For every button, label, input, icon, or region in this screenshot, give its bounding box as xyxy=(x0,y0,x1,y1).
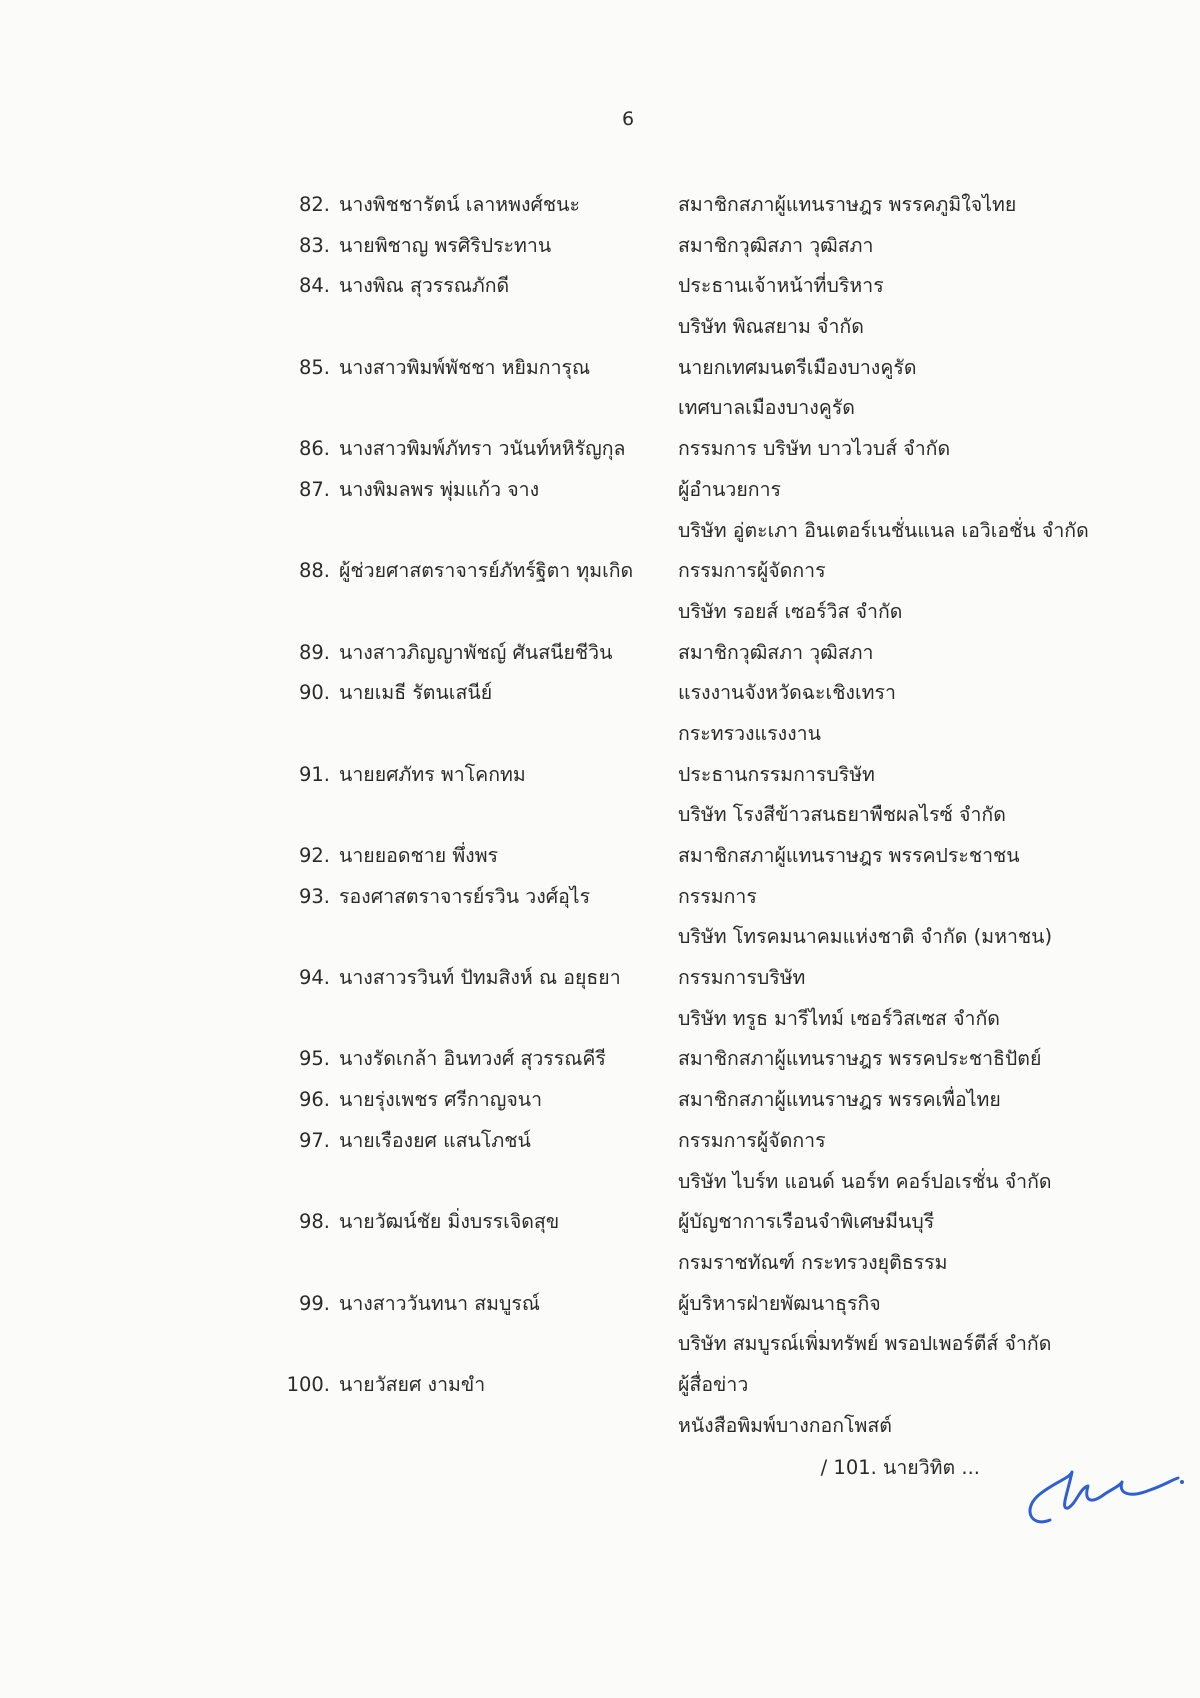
list-item xyxy=(0,673,1200,754)
entry-position-line: สมาชิกวุฒิสภา วุฒิสภา xyxy=(678,640,874,664)
entry-number: 85. xyxy=(298,355,330,379)
entry-person xyxy=(0,1202,660,1243)
entry-person xyxy=(0,551,660,592)
entry-number: 98. xyxy=(298,1210,330,1234)
entry-name: นางรัดเกล้า อินทวงศ์ สุวรรณคีรี xyxy=(339,1047,606,1071)
list-item xyxy=(0,1284,1200,1365)
entry-number: 96. xyxy=(298,1088,330,1112)
entry-name: ผู้ช่วยศาสตราจารย์ภัทร์ฐิตา ทุมเกิด xyxy=(339,559,634,583)
list-item xyxy=(0,348,1200,429)
entry-number: 93. xyxy=(298,884,330,908)
entry-name: นายวัสยศ งามขำ xyxy=(339,1372,486,1396)
signature-image xyxy=(1010,1448,1200,1528)
entry-person xyxy=(0,836,660,877)
entry-person xyxy=(0,429,660,470)
list-item xyxy=(0,1121,1200,1202)
entry-number: 100. xyxy=(286,1372,330,1396)
entry-name: นายเรืองยศ แสนโภชน์ xyxy=(339,1128,531,1152)
entry-position-line: ผู้อำนวยการ xyxy=(678,477,782,501)
list-item xyxy=(0,1039,1200,1080)
entry-name: นางพิชชารัตน์ เลาหพงศ์ชนะ xyxy=(339,193,580,216)
entry-position-line: กระทรวงแรงงาน xyxy=(678,721,821,745)
list-item xyxy=(0,877,1200,958)
entry-name: นางสาวพิมพ์ภัทรา วนันท์หหิรัญกุล xyxy=(339,437,626,461)
entry-position-line: เทศบาลเมืองบางคูรัด xyxy=(678,396,855,420)
entry-person xyxy=(0,877,660,918)
entry-position-line: กรรมการบริษัท xyxy=(678,966,806,990)
list-item xyxy=(0,633,1200,674)
list-item xyxy=(0,266,1200,347)
entry-number: 97. xyxy=(298,1128,330,1152)
entry-person xyxy=(0,755,660,796)
entry-number: 86. xyxy=(298,437,330,461)
entry-person xyxy=(0,958,660,999)
list-item xyxy=(0,429,1200,470)
entry-position-line: สมาชิกสภาผู้แทนราษฎร พรรคประชาชน xyxy=(678,844,1020,867)
entry-position-line: หนังสือพิมพ์บางกอกโพสต์ xyxy=(678,1413,892,1437)
entry-position-line: กรรมการผู้จัดการ xyxy=(678,559,826,583)
entry-position-line: บริษัท โทรคมนาคมแห่งชาติ จำกัด (มหาชน) xyxy=(678,925,1053,949)
entry-position-line: ผู้บัญชาการเรือนจำพิเศษมีนบุรี xyxy=(678,1210,935,1234)
entry-name: รองศาสตราจารย์รวิน วงศ์อุไร xyxy=(339,884,591,908)
entry-number: 89. xyxy=(298,640,330,664)
entry-name: นายยศภัทร พาโคกทม xyxy=(339,762,526,786)
entry-position-line: บริษัท ทรูธ มารีไทม์ เซอร์วิสเซส จำกัด xyxy=(678,1006,1000,1030)
list-item xyxy=(0,551,1200,632)
entry-number: 84. xyxy=(298,274,330,298)
entry-number: 82. xyxy=(298,193,330,216)
entry-person xyxy=(0,1365,660,1406)
list-item xyxy=(0,755,1200,836)
entry-name: นายเมธี รัตนเสนีย์ xyxy=(339,681,493,705)
entry-number: 99. xyxy=(298,1291,330,1315)
entry-position-line: บริษัท อู่ตะเภา อินเตอร์เนชั่นแนล เอวิเอชั่น จำกัด xyxy=(678,518,1089,542)
entry-person xyxy=(0,673,660,714)
entry-position-line: บริษัท โรงสีข้าวสนธยาพืชผลไรซ์ จำกัด xyxy=(678,803,1006,827)
entry-number: 83. xyxy=(298,233,330,257)
entry-position-line: ผู้สื่อข่าว xyxy=(678,1372,749,1396)
entry-person xyxy=(0,470,660,511)
list-item xyxy=(0,185,1200,226)
list-item xyxy=(0,470,1200,551)
entry-position-line: ผู้บริหารฝ่ายพัฒนาธุรกิจ xyxy=(678,1291,881,1315)
list-item xyxy=(0,1365,1200,1446)
entry-person xyxy=(0,633,660,674)
entry-name: นายวัฒน์ชัย มิ่งบรรเจิดสุข xyxy=(339,1210,560,1234)
list-item xyxy=(0,1202,1200,1283)
entry-position-line: บริษัท สมบูรณ์เพิ่มทรัพย์ พรอปเพอร์ตีส์ จำกัด xyxy=(678,1332,1052,1356)
entry-person xyxy=(0,1121,660,1162)
entry-person xyxy=(0,1284,660,1325)
page-number: 6 xyxy=(621,108,635,130)
entry-number: 88. xyxy=(298,559,330,583)
entry-name: นางสาววันทนา สมบูรณ์ xyxy=(339,1291,540,1315)
entry-number: 95. xyxy=(298,1047,330,1071)
list-item xyxy=(0,836,1200,877)
entry-number: 92. xyxy=(298,844,330,867)
continuation-note: / 101. นายวิทิต ... xyxy=(820,1456,980,1479)
entry-person xyxy=(0,185,660,226)
entry-position-line: กรรมการ บริษัท บาวไวบส์ จำกัด xyxy=(678,437,951,461)
entry-person xyxy=(0,226,660,267)
entry-person xyxy=(0,1039,660,1080)
entry-position-line: บริษัท รอยส์ เซอร์วิส จำกัด xyxy=(678,599,903,623)
entry-position-line: บริษัท ไบร์ท แอนด์ นอร์ท คอร์ปอเรชั่น จำกัด xyxy=(678,1169,1052,1193)
entry-position-line: ประธานเจ้าหน้าที่บริหาร xyxy=(678,274,884,298)
entry-name: นางสาวภิญญาพัชญ์ ศันสนียชีวิน xyxy=(339,640,613,664)
list-item xyxy=(0,226,1200,267)
entry-person xyxy=(0,266,660,307)
list-item xyxy=(0,1080,1200,1121)
entry-name: นายยอดชาย พึ่งพร xyxy=(339,844,499,867)
entry-position-line: กรรมการ xyxy=(678,884,757,908)
entry-person xyxy=(0,1080,660,1121)
entry-number: 90. xyxy=(298,681,330,705)
entry-name: นางสาวรวินท์ ปัทมสิงห์ ณ อยุธยา xyxy=(339,966,621,990)
entry-position-line: สมาชิกสภาผู้แทนราษฎร พรรคประชาธิปัตย์ xyxy=(678,1047,1042,1071)
entry-position-line: กรรมการผู้จัดการ xyxy=(678,1128,826,1152)
entry-person xyxy=(0,348,660,389)
entry-position-line: กรมราชทัณฑ์ กระทรวงยุติธรรม xyxy=(678,1250,948,1274)
entry-position-line: สมาชิกสภาผู้แทนราษฎร พรรคภูมิใจไทย xyxy=(678,193,1017,216)
entry-name: นายรุ่งเพชร ศรีกาญจนา xyxy=(339,1088,543,1112)
list-item xyxy=(0,958,1200,1039)
entry-name: นางพิมลพร พุ่มแก้ว จาง xyxy=(339,477,540,501)
entry-position-line: สมาชิกสภาผู้แทนราษฎร พรรคเพื่อไทย xyxy=(678,1088,1001,1112)
entry-number: 94. xyxy=(298,966,330,990)
entry-list xyxy=(0,185,1200,1446)
entry-name: นางพิณ สุวรรณภักดี xyxy=(339,274,510,298)
entry-position-line: บริษัท พิณสยาม จำกัด xyxy=(678,315,864,339)
entry-name: นายพิชาญ พรศิริประทาน xyxy=(339,233,552,257)
entry-position-line: แรงงานจังหวัดฉะเชิงเทรา xyxy=(678,681,896,705)
entry-position-line: สมาชิกวุฒิสภา วุฒิสภา xyxy=(678,233,874,257)
entry-name: นางสาวพิมพ์พัชชา หยิมการุณ xyxy=(339,355,591,379)
entry-number: 91. xyxy=(298,762,330,786)
entry-position-line: นายกเทศมนตรีเมืองบางคูรัด xyxy=(678,355,917,379)
entry-number: 87. xyxy=(298,477,330,501)
entry-position-line: ประธานกรรมการบริษัท xyxy=(678,762,875,786)
